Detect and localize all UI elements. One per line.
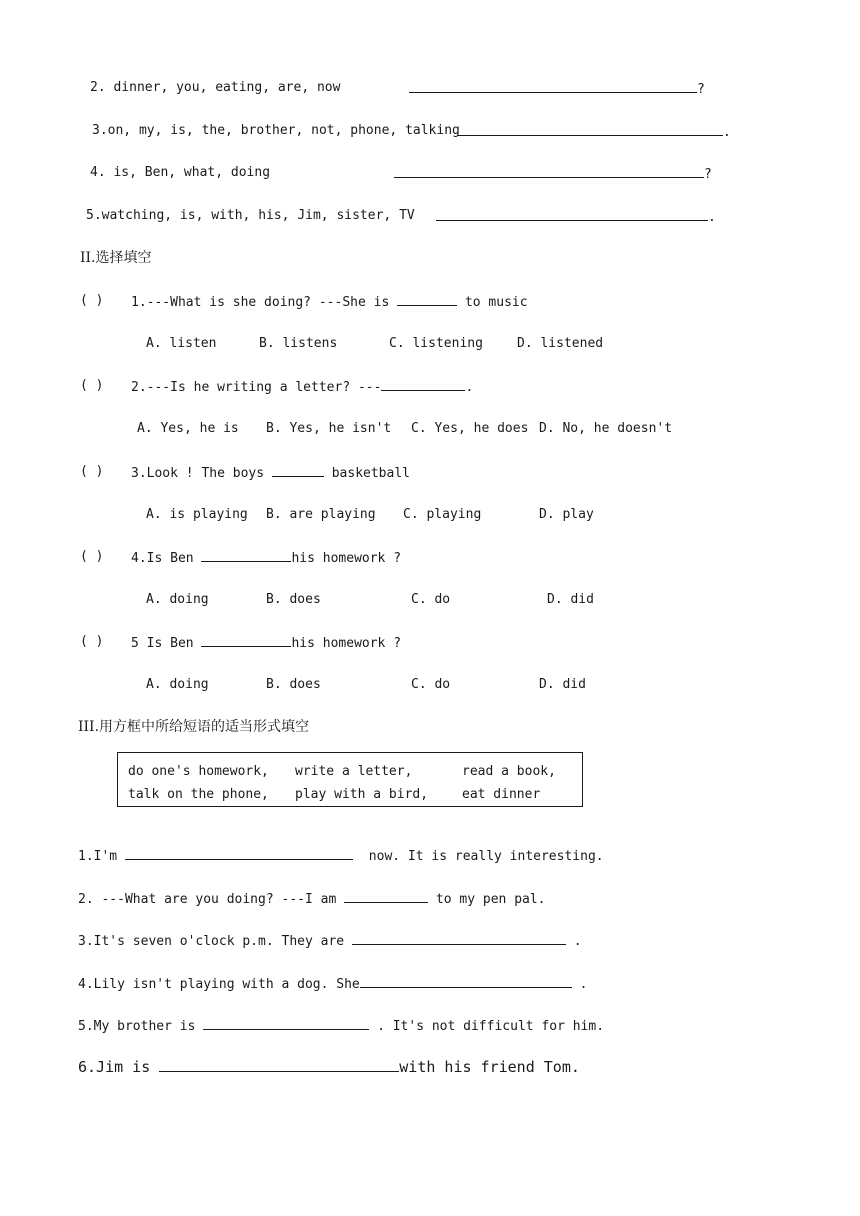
- question-blank[interactable]: [381, 378, 465, 391]
- option-b[interactable]: B. are playing: [266, 507, 376, 522]
- option-c[interactable]: C. Yes, he does: [411, 421, 529, 436]
- fill-stem-end: now. It is really interesting.: [368, 849, 604, 864]
- fill-item-5: [78, 1017, 604, 1035]
- phrase: write a letter,: [295, 764, 413, 779]
- item-words: on, my, is, the, brother, not, phone, talking: [107, 123, 460, 138]
- option-a[interactable]: A. is playing: [146, 507, 248, 522]
- fill-stem: 6.Jim is: [78, 1058, 151, 1076]
- answer-blank[interactable]: [409, 80, 697, 93]
- answer-parentheses[interactable]: ( ): [80, 464, 104, 479]
- phrase: read a book,: [462, 764, 556, 779]
- section-3-title: III.用方框中所给短语的适当形式填空: [78, 719, 310, 735]
- question-stem-end: his homework ?: [291, 551, 402, 566]
- option-c[interactable]: C. do: [411, 677, 451, 692]
- option-b[interactable]: B. Yes, he isn't: [266, 421, 392, 436]
- section-2-title: II.选择填空: [80, 250, 152, 266]
- end-mark: ?: [704, 167, 712, 182]
- option-d[interactable]: D. listened: [517, 336, 604, 351]
- answer-parentheses[interactable]: ( ): [80, 634, 104, 649]
- option-d[interactable]: D. play: [539, 507, 594, 522]
- fill-item-6: [78, 1058, 580, 1076]
- answer-blank-row: [457, 123, 731, 141]
- fill-blank[interactable]: [125, 847, 353, 860]
- question-stem: 5 Is Ben: [131, 636, 194, 651]
- question-blank[interactable]: [397, 293, 457, 306]
- fill-blank[interactable]: [352, 932, 566, 945]
- option-d[interactable]: D. No, he doesn't: [539, 421, 673, 436]
- answer-blank[interactable]: [436, 208, 708, 221]
- reorder-item-2: [90, 80, 340, 96]
- question-stem: 2.---Is he writing a letter? ---: [131, 380, 382, 395]
- phrase: eat dinner: [462, 787, 541, 802]
- item-number: 3.: [92, 123, 108, 138]
- phrase: talk on the phone,: [128, 787, 269, 802]
- end-mark: .: [708, 210, 716, 225]
- answer-blank[interactable]: [394, 165, 704, 178]
- fill-stem-end: .: [579, 977, 588, 992]
- question-2: [131, 378, 473, 396]
- fill-blank[interactable]: [360, 975, 572, 988]
- question-stem: 4.Is Ben: [131, 551, 194, 566]
- fill-item-4: [78, 975, 587, 993]
- fill-stem: 2. ---What are you doing? ---I am: [78, 892, 337, 907]
- phrase: do one's homework,: [128, 764, 269, 779]
- reorder-item-3: [92, 123, 460, 139]
- option-c[interactable]: C. listening: [389, 336, 483, 351]
- fill-blank[interactable]: [344, 890, 428, 903]
- end-mark: .: [723, 125, 731, 140]
- option-c[interactable]: C. do: [411, 592, 451, 607]
- fill-blank[interactable]: [203, 1017, 369, 1030]
- fill-stem-end: to my pen pal.: [435, 892, 546, 907]
- fill-stem: 3.It's seven o'clock p.m. They are: [78, 934, 345, 949]
- item-number: 5.: [86, 208, 102, 223]
- fill-stem-end: .: [573, 934, 582, 949]
- fill-blank[interactable]: [159, 1059, 399, 1072]
- answer-parentheses[interactable]: ( ): [80, 293, 104, 308]
- answer-blank-row: [394, 165, 712, 183]
- option-b[interactable]: B. does: [266, 677, 321, 692]
- answer-parentheses[interactable]: ( ): [80, 378, 104, 393]
- fill-item-3: [78, 932, 582, 950]
- question-stem-end: basketball: [331, 466, 410, 481]
- question-stem: 3.Look ! The boys: [131, 466, 265, 481]
- question-stem-end: .: [465, 380, 474, 395]
- question-blank[interactable]: [201, 549, 291, 562]
- option-b[interactable]: B. does: [266, 592, 321, 607]
- fill-stem: 4.Lily isn't playing with a dog. She: [78, 977, 360, 992]
- fill-item-1: [78, 847, 604, 865]
- fill-stem: 5.My brother is: [78, 1019, 196, 1034]
- question-1: [131, 293, 528, 311]
- option-d[interactable]: D. did: [547, 592, 594, 607]
- item-number: 2.: [90, 80, 106, 95]
- answer-blank-row: [436, 208, 716, 226]
- fill-stem: 1.I'm: [78, 849, 118, 864]
- item-words: dinner, you, eating, are, now: [113, 80, 341, 95]
- question-4: [131, 549, 401, 567]
- option-a[interactable]: A. doing: [146, 592, 209, 607]
- fill-stem-end: with his friend Tom.: [399, 1058, 580, 1076]
- item-number: 4.: [90, 165, 106, 180]
- option-d[interactable]: D. did: [539, 677, 586, 692]
- question-stem-end: his homework ?: [291, 636, 402, 651]
- phrase: play with a bird,: [295, 787, 429, 802]
- question-3: [131, 464, 410, 482]
- end-mark: ?: [697, 82, 705, 97]
- option-a[interactable]: A. listen: [146, 336, 217, 351]
- phrase-box: [117, 752, 583, 807]
- reorder-item-5: [86, 208, 415, 224]
- option-b[interactable]: B. listens: [259, 336, 338, 351]
- option-c[interactable]: C. playing: [403, 507, 482, 522]
- answer-parentheses[interactable]: ( ): [80, 549, 104, 564]
- item-words: watching, is, with, his, Jim, sister, TV: [101, 208, 415, 223]
- answer-blank[interactable]: [457, 123, 723, 136]
- question-5: [131, 634, 401, 652]
- fill-stem-end: . It's not difficult for him.: [377, 1019, 605, 1034]
- option-a[interactable]: A. doing: [146, 677, 209, 692]
- fill-item-2: [78, 890, 546, 908]
- question-stem: 1.---What is she doing? ---She is: [131, 295, 390, 310]
- item-words: is, Ben, what, doing: [113, 165, 271, 180]
- question-blank[interactable]: [272, 464, 324, 477]
- option-a[interactable]: A. Yes, he is: [137, 421, 239, 436]
- answer-blank-row: [409, 80, 705, 98]
- question-stem-end: to music: [464, 295, 528, 310]
- reorder-item-4: [90, 165, 270, 181]
- question-blank[interactable]: [201, 634, 291, 647]
